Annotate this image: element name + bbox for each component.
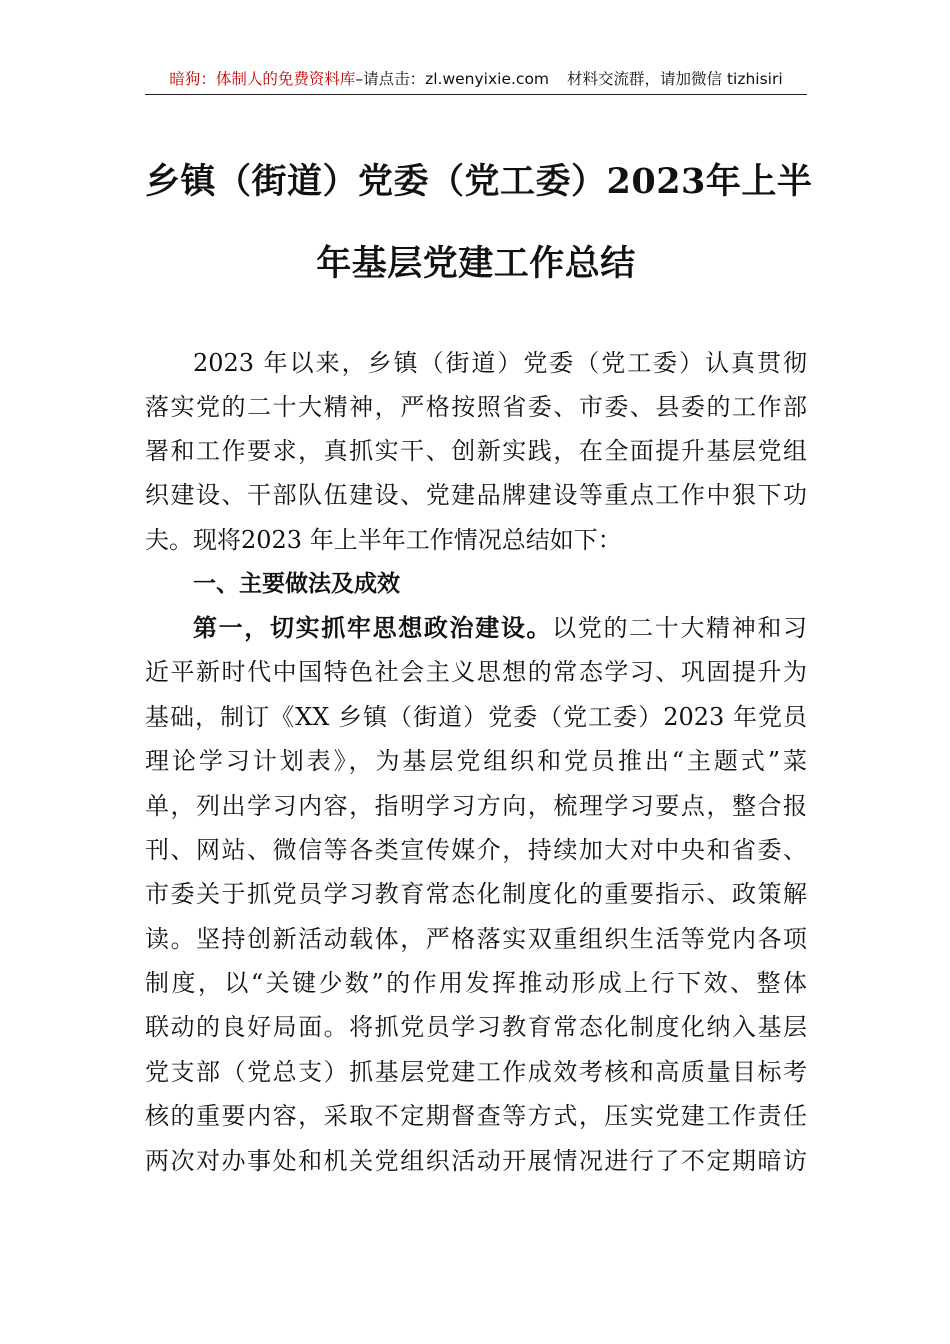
body-line: 单，列出学习内容，指明学习方向，梳理学习要点，整合报 (145, 792, 807, 820)
document-title-line-2: 年基层党建工作总结 (316, 243, 636, 284)
document-title-line-1: 乡镇（街道）党委（党工委）2023年上半 (145, 161, 813, 202)
body-line: 党支部（党总支）抓基层党建工作成效考核和高质量目标考 (145, 1058, 807, 1086)
paragraph-text: 以党的二十大精神和习 (552, 614, 808, 642)
header-site-name: 暗狗：体制人的免费资料库 (169, 70, 356, 88)
body-line-with-bold-lead (193, 608, 807, 648)
body-line: 近平新时代中国特色社会主义思想的常态学习、巩固提升为 (145, 658, 807, 686)
body-line: 核的重要内容，采取不定期督查等方式，压实党建工作责任 (145, 1102, 807, 1130)
body-line: 织建设、干部队伍建设、党建品牌建设等重点工作中狠下功 (145, 481, 807, 509)
header-site-link[interactable]: –请点击：zl.wenyixie.com (355, 70, 550, 88)
section-heading: 一、主要做法及成效 (193, 571, 400, 597)
body-line: 读。坚持创新活动载体，严格落实双重组织生活等党内各项 (145, 925, 807, 953)
page-header (145, 64, 807, 95)
body-line: 制度，以“关键少数”的作用发挥推动形成上行下效、整体 (145, 969, 807, 997)
header-contact: 材料交流群，请加微信 tizhisiri (567, 70, 783, 88)
body-line: 基础，制订《XX 乡镇（街道）党委（党工委）2023 年党员 (145, 703, 807, 731)
body-line: 市委关于抓党员学习教育常态化制度化的重要指示、政策解 (145, 880, 807, 908)
body-line: 刊、网站、微信等各类宣传媒介，持续加大对中央和省委、 (145, 836, 807, 864)
body-line: 署和工作要求，真抓实干、创新实践，在全面提升基层党组 (145, 437, 807, 465)
body-line: 落实党的二十大精神，严格按照省委、市委、县委的工作部 (145, 393, 807, 421)
body-line: 2023 年以来，乡镇（街道）党委（党工委）认真贯彻 (193, 349, 807, 377)
body-line: 联动的良好局面。将抓党员学习教育常态化制度化纳入基层 (145, 1013, 807, 1041)
paragraph-lead: 第一，切实抓牢思想政治建设。 (193, 613, 553, 642)
body-line: 两次对办事处和机关党组织活动开展情况进行了不定期暗访 (145, 1147, 807, 1175)
body-line: 理论学习计划表》，为基层党组织和党员推出“主题式”菜 (145, 747, 807, 775)
body-line: 夫。现将2023 年上半年工作情况总结如下： (145, 526, 622, 554)
